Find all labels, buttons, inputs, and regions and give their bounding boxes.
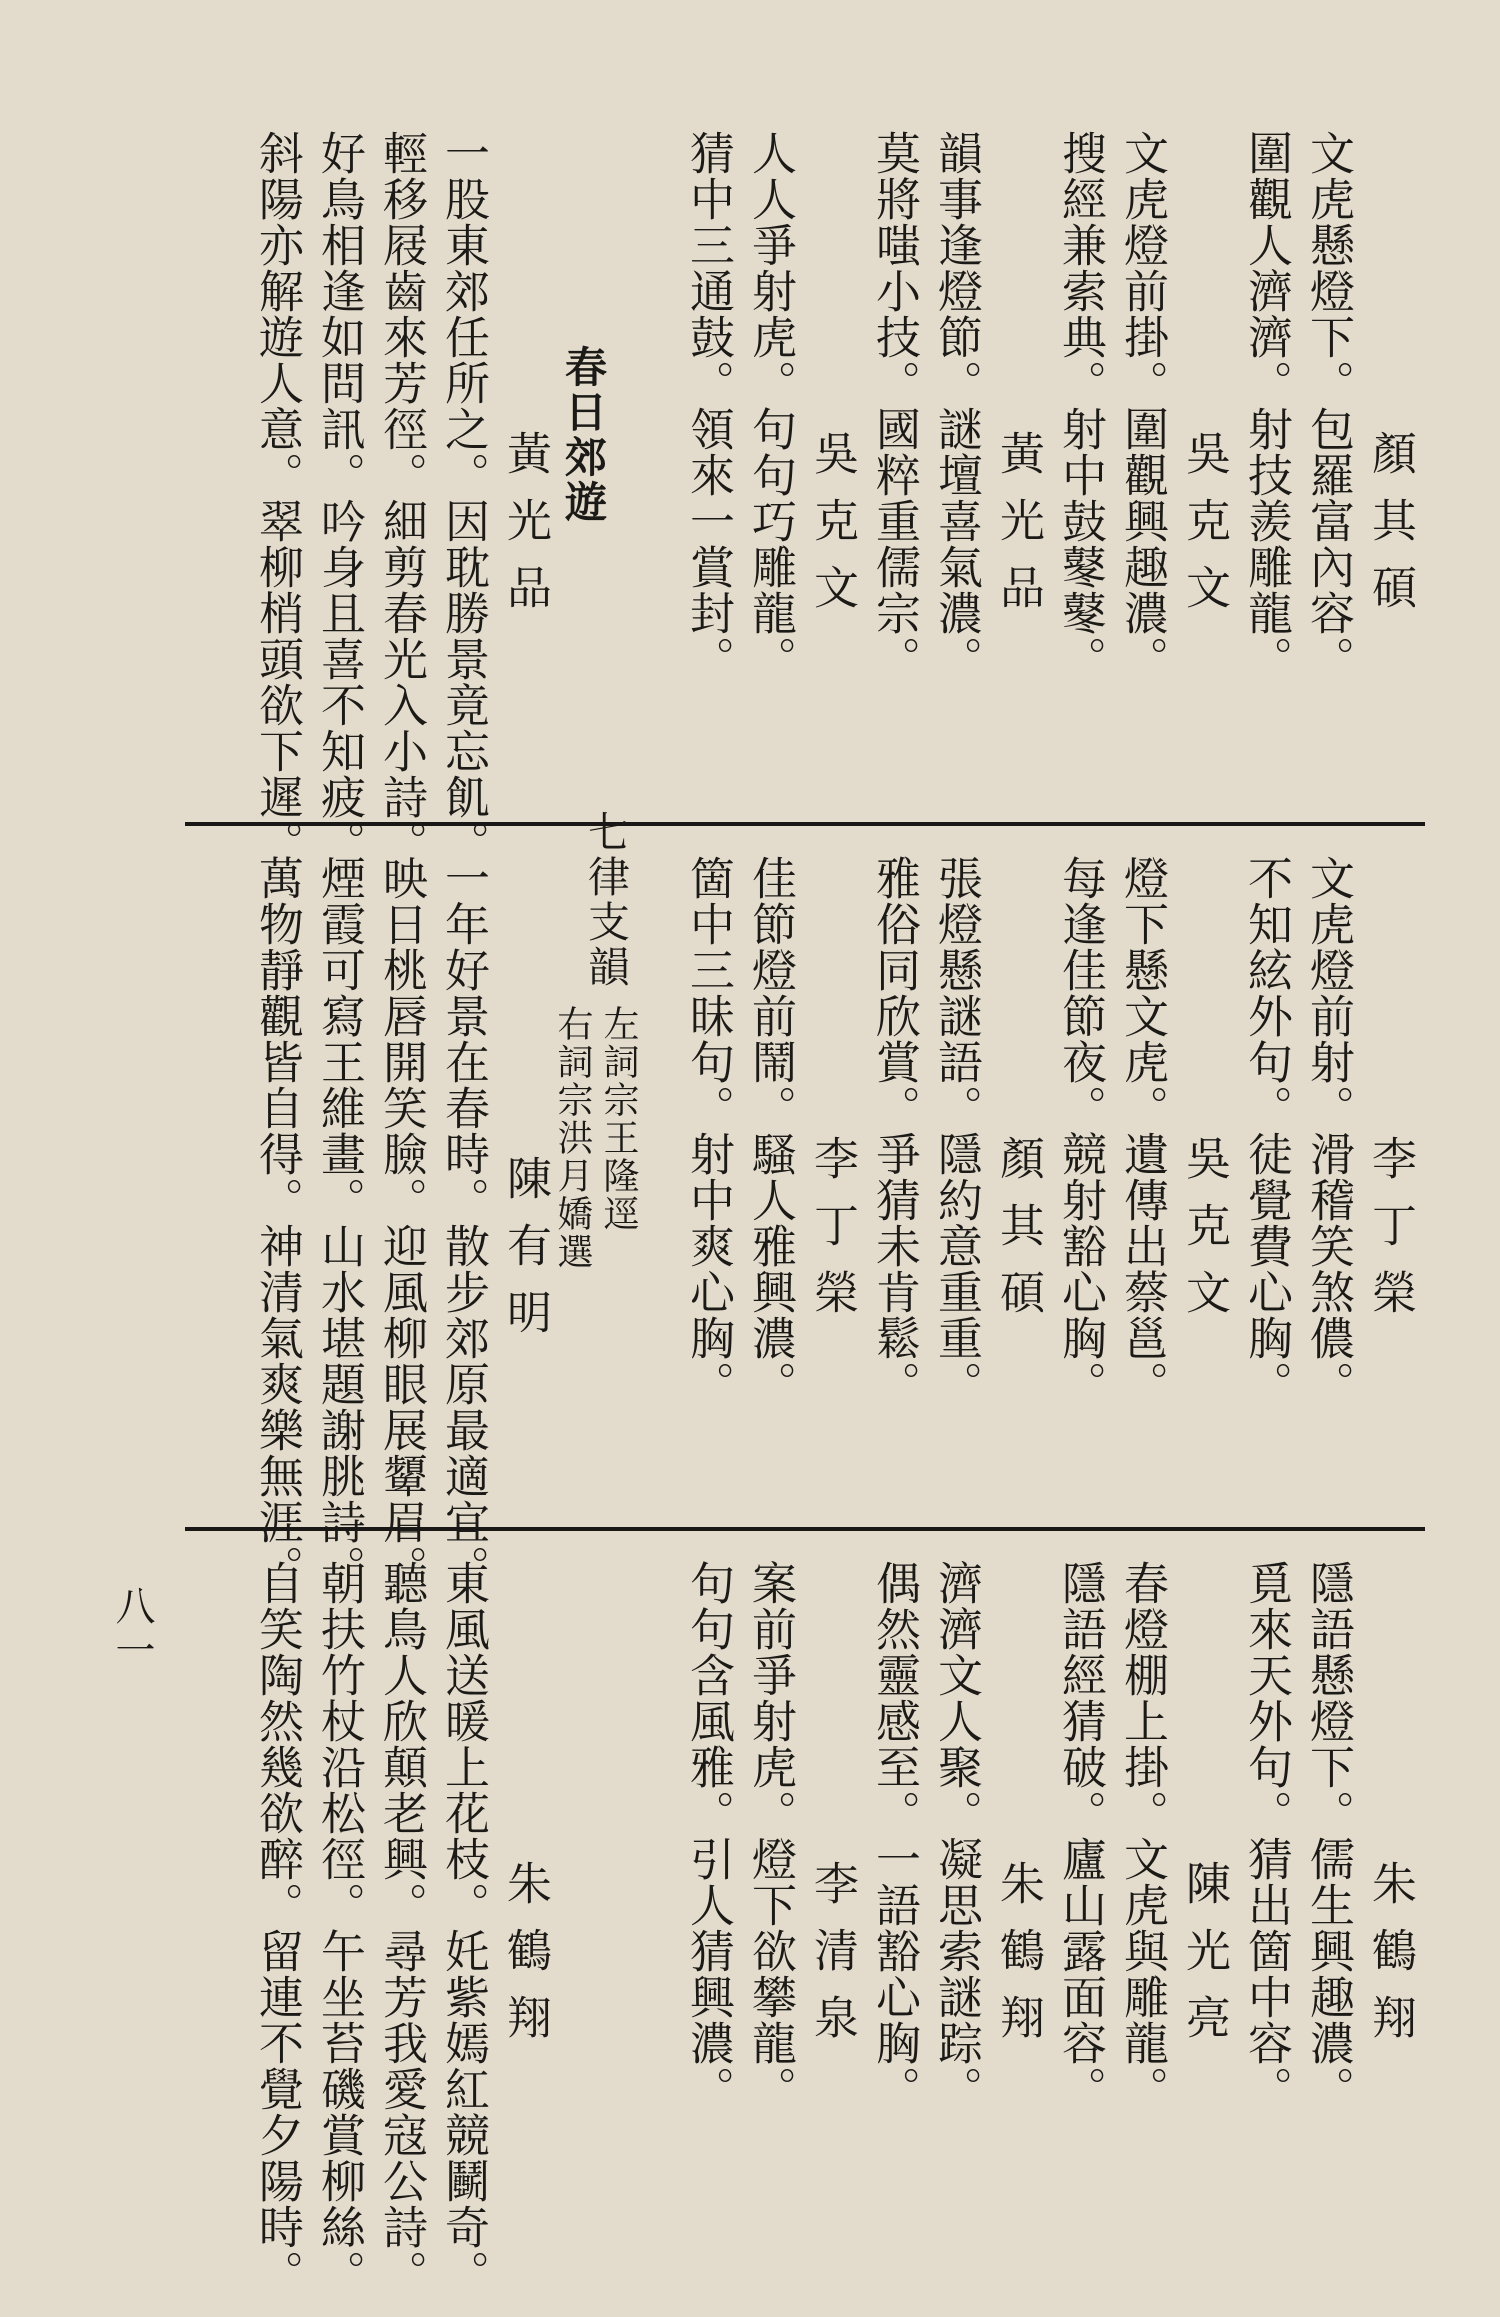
poem-line: 斜陽亦解遊人意。翠柳梢頭欲下遲。 (251, 130, 304, 866)
page-number: 八一 (109, 1585, 155, 1673)
poem-author: 吳克文 (1178, 430, 1231, 631)
poem-author: 黃光品 (992, 430, 1045, 631)
poem-author: 吳克文 (806, 430, 859, 631)
poem-line: 不知絃外句。徒覺費心胸。 (1240, 855, 1293, 1407)
poem-line: 張燈懸謎語。隱約意重重。 (930, 855, 983, 1407)
section-subtitle: 七律支韻 (582, 810, 631, 990)
section-title-text: 春日郊遊 (559, 345, 608, 525)
poem-line: 映日桃唇開笑臉。迎風柳眼展顰眉。 (375, 855, 428, 1591)
poem-line: 一股東郊任所之。因耽勝景竟忘飢。 (437, 130, 490, 866)
poem-line: 朝扶竹杖沿松徑。午坐苔磯賞柳絲。 (313, 1560, 366, 2296)
poem-line: 好鳥相逢如問訊。吟身且喜不知疲。 (313, 130, 366, 866)
poem-author: 顏其碩 (1364, 430, 1417, 631)
band-bottom (185, 1560, 1425, 2296)
poem-line: 韻事逢燈節。謎壇喜氣濃。 (930, 130, 983, 682)
poem-author: 朱鶴翔 (992, 1860, 1045, 2061)
poem-line: 輕移屐齒來芳徑。細剪春光入小詩。 (375, 130, 428, 866)
poem-author: 李清泉 (806, 1860, 859, 2061)
judge-credit-right: 右詞宗洪月嬌選 (552, 1005, 593, 1271)
poem-author: 黃光品 (499, 430, 552, 631)
band-middle (185, 810, 1425, 1591)
poem-line: 東風送暖上花枝。奼紫嫣紅競鬭奇。 (437, 1560, 490, 2296)
poem-line: 雅俗同欣賞。爭猜未肯鬆。 (868, 855, 921, 1407)
poem-line: 文虎燈前掛。圍觀興趣濃。 (1116, 130, 1169, 682)
poem-author: 朱鶴翔 (1364, 1860, 1417, 2061)
poem-line: 佳節燈前鬧。騷人雅興濃。 (744, 855, 797, 1407)
poem-line: 聽鳥人欣顛老興。尋芳我愛寇公詩。 (375, 1560, 428, 2296)
poem-author: 李丁榮 (806, 1135, 859, 1336)
poem-line: 隱語經猜破。廬山露面容。 (1054, 1560, 1107, 2112)
poem-line: 煙霞可寫王維畫。山水堪題謝朓詩。 (313, 855, 366, 1591)
poem-line: 一年好景在春時。散步郊原最適宜。 (437, 855, 490, 1591)
poem-line: 猜中三通鼓。領來一賞封。 (682, 130, 735, 682)
poem-line: 箇中三昧句。射中爽心胸。 (682, 855, 735, 1407)
poem-line: 每逢佳節夜。競射豁心胸。 (1054, 855, 1107, 1407)
band-top (185, 130, 1425, 866)
poem-line: 句句含風雅。引人猜興濃。 (682, 1560, 735, 2112)
poem-line: 案前爭射虎。燈下欲攀龍。 (744, 1560, 797, 2112)
poem-line: 濟濟文人聚。凝思索謎踪。 (930, 1560, 983, 2112)
poem-line: 圍觀人濟濟。射技羨雕龍。 (1240, 130, 1293, 682)
poem-line: 文虎懸燈下。包羅富內容。 (1302, 130, 1355, 682)
poem-line: 春燈棚上掛。文虎與雕龍。 (1116, 1560, 1169, 2112)
poem-line: 偶然靈感至。一語豁心胸。 (868, 1560, 921, 2112)
poem-author: 李丁榮 (1364, 1135, 1417, 1336)
poem-author: 顏其碩 (992, 1135, 1045, 1336)
poem-line: 燈下懸文虎。遺傳出蔡邕。 (1116, 855, 1169, 1407)
poem-line: 人人爭射虎。句句巧雕龍。 (744, 130, 797, 682)
poem-author: 陳有明 (499, 1155, 552, 1356)
poem-author: 陳光亮 (1178, 1860, 1231, 2061)
poem-line: 文虎燈前射。滑稽笑煞儂。 (1302, 855, 1355, 1407)
poem-line: 隱語懸燈下。儒生興趣濃。 (1302, 1560, 1355, 2112)
poem-line: 覓來天外句。猜出箇中容。 (1240, 1560, 1293, 2112)
section-divider (185, 1527, 1425, 1531)
section-divider (185, 822, 1425, 826)
poem-line: 莫將嗤小技。國粹重儒宗。 (868, 130, 921, 682)
poem-line: 自笑陶然幾欲醉。留連不覺夕陽時。 (251, 1560, 304, 2296)
poem-line: 搜經兼索典。射中鼓鼕鼕。 (1054, 130, 1107, 682)
poem-line: 萬物靜觀皆自得。神清氣爽樂無涯。 (251, 855, 304, 1591)
judge-credit-left: 左詞宗王隆逕 (598, 1005, 639, 1233)
poem-author: 吳克文 (1178, 1135, 1231, 1336)
poem-author: 朱鶴翔 (499, 1860, 552, 2061)
